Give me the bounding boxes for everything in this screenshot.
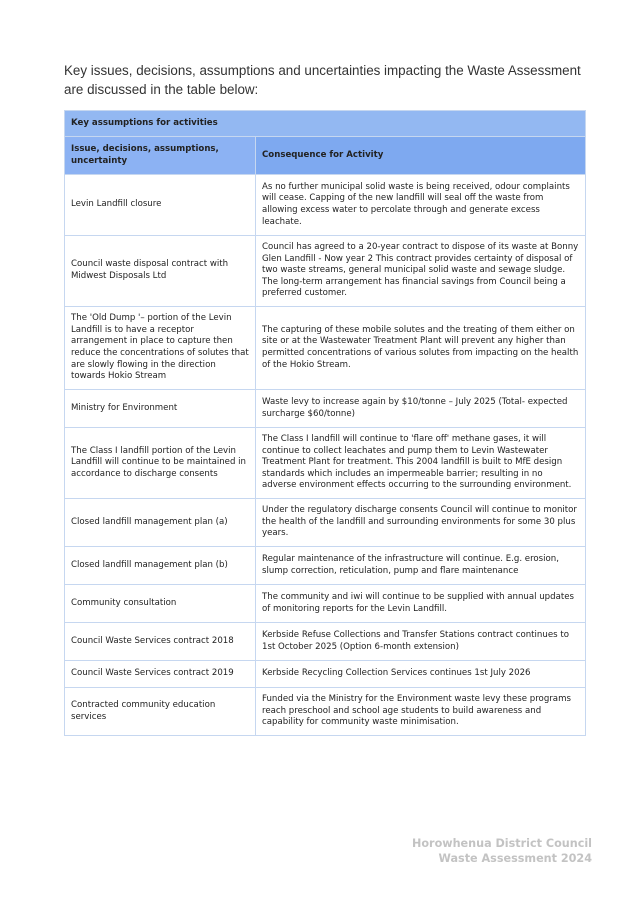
footer-organisation: Horowhenua District Council — [412, 837, 592, 850]
table-banner: Key assumptions for activities — [65, 111, 586, 137]
footer-document-title: Waste Assessment 2024 — [438, 852, 592, 865]
consequence-cell: Under the regulatory discharge consents Council will continue to monitor the health of the landfill and surrounding environments for some 30 plus years. — [256, 499, 586, 547]
consequence-cell: The Class I landfill will continue to 'flare off' methane gases, it will continue to collect leachates and pump them to Levin Wastewater Treatment Plant for treatment. This 2004 landfill is built to MfE design standards which includes an impermeable barrier; resulting in no adverse environment effects occurring to the surrounding environment. — [256, 428, 586, 499]
table-banner-row — [65, 111, 586, 137]
table-row — [65, 661, 586, 688]
table-row — [65, 499, 586, 547]
issue-cell: The Class I landfill portion of the Levin Landfill will continue to be maintained in accordance to discharge consents — [65, 428, 256, 499]
issue-cell: Levin Landfill closure — [65, 175, 256, 236]
consequence-cell: The capturing of these mobile solutes and the treating of them either on site or at the Wastewater Treatment Plant will prevent any higher than permitted concentrations of various solutes from impacting on the health of the Hokio Stream. — [256, 307, 586, 390]
table-row — [65, 390, 586, 428]
issue-cell: Contracted community education services — [65, 688, 256, 736]
consequence-cell: Kerbside Refuse Collections and Transfer Stations contract continues to 1st October 2025 (Option 6-month extension) — [256, 623, 586, 661]
table-row — [65, 175, 586, 236]
consequence-cell: Waste levy to increase again by $10/tonne – July 2025 (Total- expected surcharge $60/tonne) — [256, 390, 586, 428]
page-footer — [412, 836, 592, 866]
table-row — [65, 585, 586, 623]
consequence-cell: As no further municipal solid waste is being received, odour complaints will cease. Capping of the new landfill will seal off the waste from allowing excess water to percolate through and generate excess leachate. — [256, 175, 586, 236]
issue-cell: Council Waste Services contract 2019 — [65, 661, 256, 688]
table-row — [65, 688, 586, 736]
issue-cell: Community consultation — [65, 585, 256, 623]
issue-cell: Closed landfill management plan (a) — [65, 499, 256, 547]
column-header-consequence: Consequence for Activity — [256, 137, 586, 175]
issue-cell: Council Waste Services contract 2018 — [65, 623, 256, 661]
table-row — [65, 623, 586, 661]
intro-paragraph: Key issues, decisions, assumptions and uncertainties impacting the Waste Assessment are discussed in the table below: — [64, 63, 581, 97]
consequence-cell: Funded via the Ministry for the Environment waste levy these programs reach preschool and school age students to build awareness and capability for community waste minimisation. — [256, 688, 586, 736]
issue-cell: Closed landfill management plan (b) — [65, 547, 256, 585]
consequence-cell: Council has agreed to a 20-year contract to dispose of its waste at Bonny Glen Landfill - Now year 2 This contract provides certainty of disposal of two waste streams, general municipal solid waste and sewage sludge. The long-term arrangement has financial savings from Council being a preferred customer. — [256, 236, 586, 307]
assumptions-table — [64, 110, 586, 736]
consequence-cell: Kerbside Recycling Collection Services continues 1st July 2026 — [256, 661, 586, 688]
consequence-cell: Regular maintenance of the infrastructure will continue. E.g. erosion, slump correction, reticulation, pump and flare maintenance — [256, 547, 586, 585]
table-row — [65, 236, 586, 307]
column-header-issue: Issue, decisions, assumptions, uncertainty — [65, 137, 256, 175]
table-row — [65, 547, 586, 585]
issue-cell: Ministry for Environment — [65, 390, 256, 428]
issue-cell: Council waste disposal contract with Midwest Disposals Ltd — [65, 236, 256, 307]
issue-cell: The 'Old Dump '– portion of the Levin Landfill is to have a receptor arrangement in place to capture then reduce the concentrations of solutes that are slowly flowing in the direction towards Hokio Stream — [65, 307, 256, 390]
table-header-row — [65, 137, 586, 175]
table-row — [65, 307, 586, 390]
consequence-cell: The community and iwi will continue to be supplied with annual updates of monitoring reports for the Levin Landfill. — [256, 585, 586, 623]
table-row — [65, 428, 586, 499]
